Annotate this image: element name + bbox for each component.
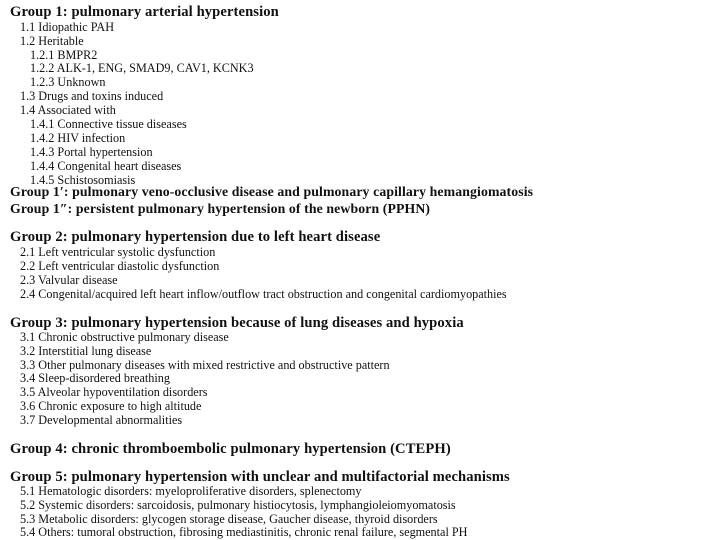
group1-double-prime-heading: Group 1″: persistent pulmonary hypertension of the newborn (PPHN) bbox=[10, 201, 431, 216]
item-1-4-3: 1.4.3 Portal hypertension bbox=[30, 145, 153, 159]
item-2-2: 2.2 Left ventricular diastolic dysfunction bbox=[20, 259, 220, 273]
item-3-1: 3.1 Chronic obstructive pulmonary disease bbox=[20, 330, 229, 344]
item-5-3: 5.3 Metabolic disorders: glycogen storage disease, Gaucher disease, thyroid disorders bbox=[20, 512, 438, 526]
item-3-2: 3.2 Interstitial lung disease bbox=[20, 344, 152, 358]
item-1-4-2: 1.4.2 HIV infection bbox=[30, 131, 126, 145]
group1-heading: Group 1: pulmonary arterial hypertension bbox=[10, 4, 279, 20]
item-5-2: 5.2 Systemic disorders: sarcoidosis, pulmonary histiocytosis, lymphangioleiomyomatosis bbox=[20, 498, 456, 512]
group1-prime-heading: Group 1′: pulmonary veno-occlusive disease and pulmonary capillary hemangiomatosis bbox=[10, 184, 534, 199]
item-5-4: 5.4 Others: tumoral obstruction, fibrosing mediastinitis, chronic renal failure, segmental PH bbox=[20, 525, 468, 539]
item-1-2-2: 1.2.2 ALK-1, ENG, SMAD9, CAV1, KCNK3 bbox=[30, 61, 254, 75]
item-3-3: 3.3 Other pulmonary diseases with mixed restrictive and obstructive pattern bbox=[20, 358, 390, 372]
item-1-3: 1.3 Drugs and toxins induced bbox=[20, 89, 164, 103]
item-1-4-5: 1.4.5 Schistosomiasis bbox=[30, 173, 136, 187]
item-2-3: 2.3 Valvular disease bbox=[20, 273, 118, 287]
item-2-4: 2.4 Congenital/acquired left heart inflow/outflow tract obstruction and congenital cardiomyopathies bbox=[20, 287, 507, 301]
group2-heading: Group 2: pulmonary hypertension due to left heart disease bbox=[10, 229, 381, 245]
item-1-2-3: 1.2.3 Unknown bbox=[30, 75, 106, 89]
item-1-4-1: 1.4.1 Connective tissue diseases bbox=[30, 117, 187, 131]
group4-heading: Group 4: chronic thromboembolic pulmonary hypertension (CTEPH) bbox=[10, 441, 451, 457]
item-1-4: 1.4 Associated with bbox=[20, 103, 116, 117]
item-1-1: 1.1 Idiopathic PAH bbox=[20, 20, 114, 34]
item-1-2-1: 1.2.1 BMPR2 bbox=[30, 48, 98, 62]
item-2-1: 2.1 Left ventricular systolic dysfunction bbox=[20, 245, 216, 259]
item-3-4: 3.4 Sleep-disordered breathing bbox=[20, 371, 170, 385]
item-3-5: 3.5 Alveolar hypoventilation disorders bbox=[20, 385, 208, 399]
item-3-7: 3.7 Developmental abnormalities bbox=[20, 413, 183, 427]
item-5-1: 5.1 Hematologic disorders: myeloproliferative disorders, splenectomy bbox=[20, 484, 362, 498]
group5-heading: Group 5: pulmonary hypertension with unclear and multifactorial mechanisms bbox=[10, 469, 510, 485]
item-1-4-4: 1.4.4 Congenital heart diseases bbox=[30, 159, 182, 173]
item-1-2: 1.2 Heritable bbox=[20, 34, 84, 48]
group3-heading: Group 3: pulmonary hypertension because of lung diseases and hypoxia bbox=[10, 315, 464, 331]
item-3-6: 3.6 Chronic exposure to high altitude bbox=[20, 399, 202, 413]
